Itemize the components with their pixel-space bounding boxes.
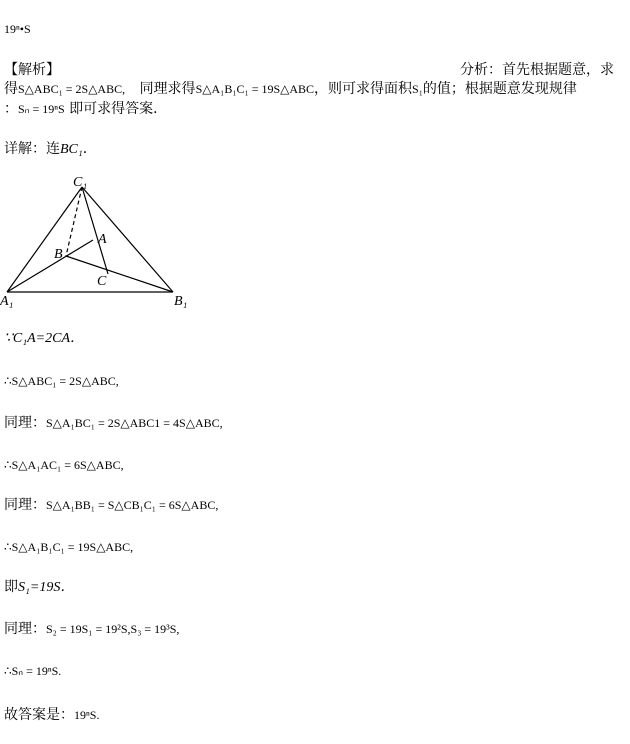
step-8-label: 同理： — [4, 621, 46, 637]
edge-a1-c1 — [7, 187, 82, 292]
analysis-text-e: ： — [4, 101, 18, 117]
analysis-formula-1: S△ABC₁ = 2S△ABC, — [18, 82, 126, 96]
step-7 — [4, 578, 74, 597]
step-5 — [4, 496, 218, 514]
detail-line — [4, 140, 97, 159]
analysis-label: 分析：首先根据题意，求 — [460, 62, 614, 78]
analysis-formula-2: S△A₁B₁C₁ = 19S△ABC — [195, 82, 315, 96]
step-3-label: 同理： — [4, 415, 46, 431]
step-7-label: 即 — [4, 579, 18, 595]
analysis-tag: 【解析】 — [4, 62, 60, 78]
step-7-formula: S₁=19S． — [18, 580, 75, 595]
label-b1: B₁ — [174, 294, 188, 309]
step-8-formula: S₂ = 19S₁ = 19²S,S₃ = 19³S, — [46, 622, 180, 636]
segment-c1-c — [82, 187, 108, 274]
step-10-label: 故答案是： — [4, 707, 74, 723]
detail-end: ． — [82, 141, 97, 157]
step-6: ∴S△A₁B₁C₁ = 19S△ABC, — [4, 540, 134, 554]
step-4: ∴S△A₁AC₁ = 6S△ABC, — [4, 458, 124, 472]
step-9: ∴Sₙ = 19ⁿS. — [4, 664, 62, 678]
detail-bc1: BC₁ — [60, 142, 83, 157]
step-10 — [4, 706, 99, 724]
step-3 — [4, 414, 223, 432]
analysis-text-b: 同理求得 — [139, 81, 196, 97]
step-5-label: 同理： — [4, 497, 46, 513]
step-3-formula: S△A₁BC₁ = 2S△ABC1 = 4S△ABC, — [46, 416, 223, 430]
answer-line: 19ⁿ•S — [4, 22, 31, 36]
segment-a1-a — [7, 240, 93, 292]
label-a: A — [98, 232, 107, 247]
label-c: C — [97, 274, 107, 289]
analysis-text-f: 即可求得答案． — [64, 101, 168, 117]
step-2: ∴S△ABC₁ = 2S△ABC, — [4, 374, 119, 388]
analysis-text-c: ，则可求得面积 — [314, 81, 413, 97]
step-5-formula: S△A₁BB₁ = S△CB₁C₁ = 6S△ABC, — [46, 498, 219, 512]
analysis-text-a: 得 — [4, 81, 18, 97]
triangle-diagram — [0, 172, 200, 312]
analysis-text-d: 的值；根据题意发现规律 — [422, 81, 577, 97]
step-10-answer: 19ⁿS. — [74, 708, 100, 722]
step-1: ∵C₁A=2CA． — [4, 331, 85, 346]
detail-label: 详解：连 — [4, 141, 60, 157]
label-b: B — [54, 247, 63, 262]
analysis-s1: S₁ — [412, 82, 423, 96]
step-8 — [4, 620, 179, 638]
analysis-line-2 — [4, 80, 577, 98]
analysis-line-3 — [4, 100, 167, 118]
label-c1: C₁ — [73, 175, 88, 190]
label-a1: A₁ — [0, 294, 14, 309]
analysis-formula-3: Sₙ = 19ⁿS — [18, 102, 65, 116]
